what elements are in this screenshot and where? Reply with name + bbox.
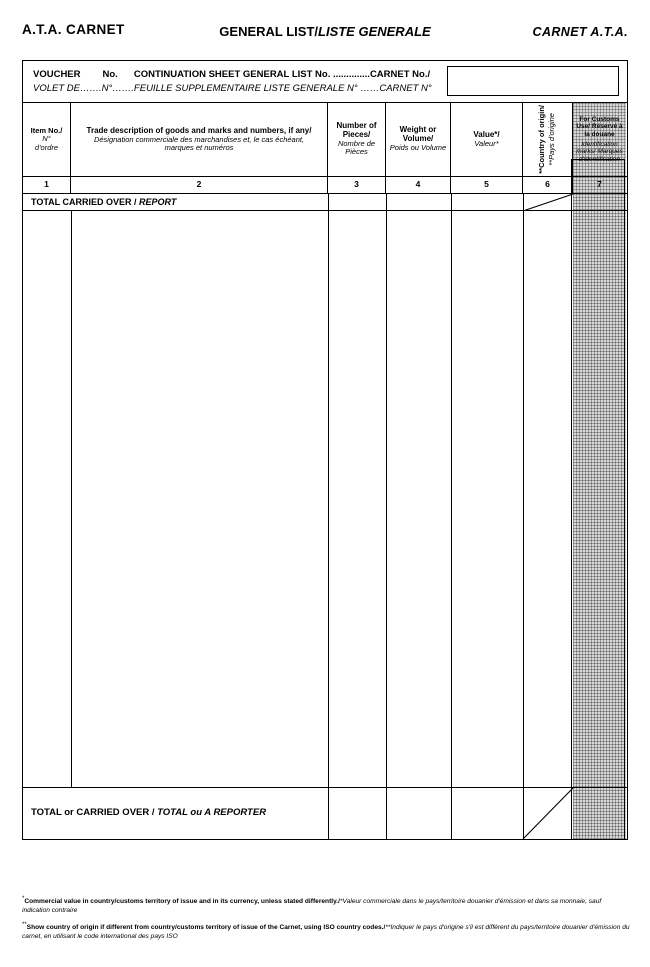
page-title-fr: LISTE GENERALE (318, 24, 431, 39)
footnote-origin-marker: ** (22, 921, 27, 928)
footnote-value (22, 895, 630, 916)
grid-line-col3-total (328, 788, 329, 839)
column-number-2: 2 (71, 177, 328, 193)
page-title-separator: / (314, 24, 319, 39)
carnet-no-label-fr: CARNET N° (379, 83, 432, 94)
total-row-label-fr: TOTAL ou A REPORTER (157, 807, 267, 818)
footnote-value-fr: *Valeur commerciale dans le pays/territoire douanier d'émission et dans sa monnaie, sauf indication contraire (22, 898, 602, 915)
column-header-value-fr: Valeur* (474, 138, 499, 148)
column-number-4: 4 (386, 177, 451, 193)
column-header-customs-use-en: For Customs Use/ Réservé à la douane (576, 116, 623, 138)
total-row (23, 788, 627, 839)
total-carried-over-label-en: TOTAL CARRIED OVER (31, 197, 132, 207)
column-header-value-en: Value*/ (473, 129, 500, 139)
column-header-trade-description-en: Trade description of goods and marks and numbers, if any/ (86, 125, 312, 135)
column-header-customs-use-fr: Identification marks/ Marques d'identification (576, 141, 623, 163)
footnote-value-en: Commercial value in country/customs territory of issue and in its currency, unless stated differently./ (24, 898, 340, 906)
column-header-country-of-origin-fr: **Pays d'origine (547, 113, 556, 166)
grid-line-col5-total (451, 788, 452, 839)
voucher-block (23, 61, 627, 103)
footnote-origin (22, 921, 630, 942)
diagonal-slash-total (523, 788, 573, 839)
column-number-6: 6 (523, 177, 573, 193)
column-header-item-no-fr2: d'ordre (34, 142, 59, 152)
column-header-row (23, 103, 627, 177)
footnote-value-marker: * (22, 896, 25, 902)
general-list-table (22, 60, 628, 840)
total-carried-over-label-fr: REPORT (139, 197, 177, 207)
grid-line-col5-body (523, 211, 524, 787)
column-header-number-of-pieces-en: Number of Pieces/ (336, 121, 377, 140)
column-number-3: 3 (328, 177, 386, 193)
column-header-item-no (23, 103, 71, 176)
column-number-7: 7 (573, 177, 626, 193)
footnote-origin-en: Show country of origin if different from country/customs territory of issue of the Carnet, using ISO country codes./ (26, 924, 386, 932)
voucher-line-en (33, 69, 430, 80)
voucher-label-fr: VOLET DE…….N° (33, 83, 113, 94)
column-number-row (23, 177, 627, 194)
grid-line-col3-body (386, 211, 387, 787)
column-header-weight-volume-fr: Poids ou Volume (389, 143, 447, 153)
column-header-country-of-origin-en: **Country of origin/ (537, 105, 547, 174)
carnet-no-label: CARNET No./ (369, 69, 431, 80)
total-carried-over-label (31, 197, 176, 207)
total-row-label (31, 807, 266, 818)
customs-shade-body (573, 211, 626, 787)
grid-line-col3 (328, 194, 329, 210)
footnotes (22, 895, 630, 947)
column-header-item-no-fr: N° (42, 134, 51, 144)
column-header-number-of-pieces-fr: Nombre de Pièces (337, 139, 376, 157)
grid-line-col4 (386, 194, 387, 210)
column-header-customs-use (573, 103, 626, 176)
grid-line-col4-total (386, 788, 387, 839)
page-header (22, 22, 628, 48)
column-header-weight-volume (386, 103, 451, 176)
column-header-value (451, 103, 523, 176)
column-header-weight-volume-en: Weight or Volume/ (399, 125, 437, 144)
voucher-no-label: No. (102, 69, 118, 80)
column-header-number-of-pieces (328, 103, 386, 176)
page-title-en: GENERAL LIST (219, 24, 315, 39)
total-carried-over-separator: / (131, 197, 140, 207)
customs-shade-carried-over (573, 194, 626, 210)
carnet-number-field[interactable] (447, 66, 619, 96)
column-header-item-no-en: Item No./ (30, 125, 63, 135)
grid-line-col5 (451, 194, 452, 210)
grid-line-col4-body (451, 211, 452, 787)
column-header-trade-description-fr: Désignation commerciale des marchandises et, le cas échéant, marques et numéros (93, 134, 305, 152)
column-header-trade-description (71, 103, 328, 176)
footnote-origin-fr: **Indiquer le pays d'origine s'il est différent du pays/territoire douanier d'émission du carnet, en utilisant le code international des pays ISO (22, 924, 630, 941)
entries-body[interactable] (23, 211, 627, 788)
column-number-5: 5 (451, 177, 523, 193)
column-header-country-of-origin (523, 103, 573, 176)
continuation-sheet-label-fr: …….FEUILLE SUPPLEMENTAIRE LISTE GENERALE N° …… (112, 83, 380, 94)
column-number-1: 1 (23, 177, 71, 193)
total-carried-over-row (23, 194, 627, 211)
total-row-label-en: TOTAL or CARRIED OVER (31, 807, 150, 818)
grid-line-col2-body (328, 211, 329, 787)
voucher-line-fr (33, 83, 432, 94)
header-left-title: A.T.A. CARNET (22, 22, 125, 37)
total-row-separator: / (149, 807, 158, 818)
grid-line-col1-body (71, 211, 72, 787)
header-right-title: CARNET A.T.A. (532, 25, 628, 39)
diagonal-slash-carried-over (523, 194, 573, 211)
voucher-label: VOUCHER (33, 69, 81, 80)
customs-shade-total (573, 788, 626, 839)
continuation-sheet-label: CONTINUATION SHEET GENERAL LIST No. .............. (133, 69, 370, 80)
